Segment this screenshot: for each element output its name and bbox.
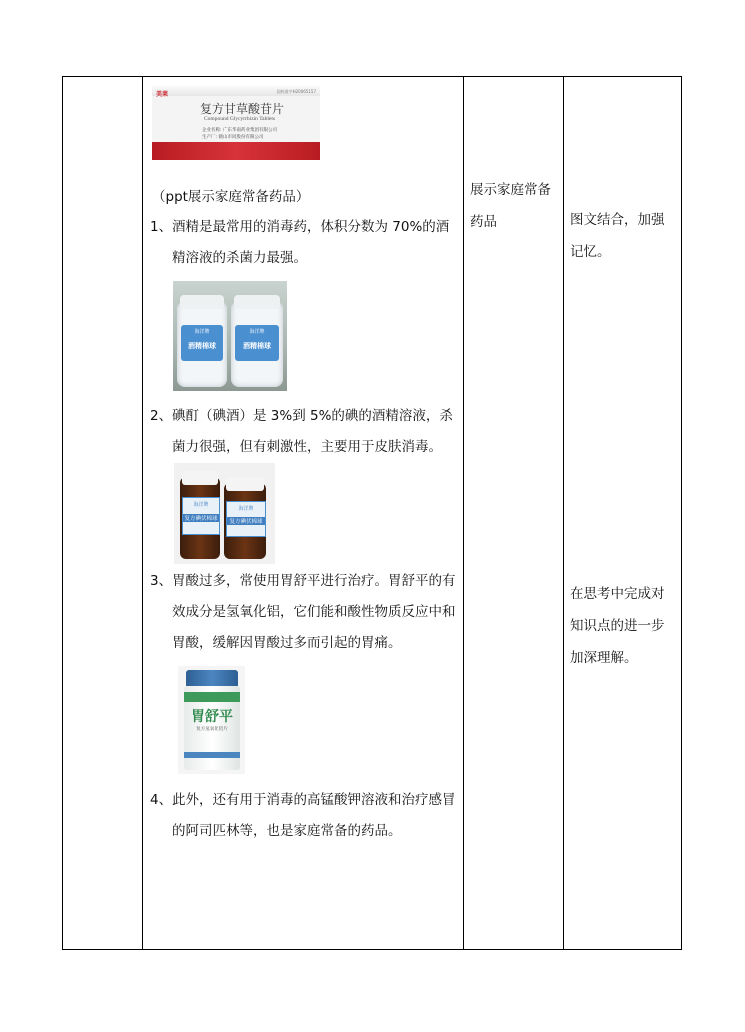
bottle-label-right xyxy=(226,501,266,537)
bottle-label-text-left: 复方碘伏棉球 xyxy=(184,516,218,522)
box-red-band xyxy=(152,142,320,160)
jar-cap-right xyxy=(234,295,280,309)
bottle-cap-right xyxy=(226,477,264,491)
list-item-4 xyxy=(150,785,460,847)
wsp-green-band xyxy=(184,692,240,702)
item-text: 此外，还有用于消毒的高锰酸钾溶液和治疗感冒的阿司匹林等，也是家庭常备的药品。 xyxy=(172,792,456,839)
list-item-3 xyxy=(150,566,460,659)
intro-text: （ppt展示家庭常备药品） xyxy=(152,189,310,205)
bottle-label-text-right: 复方碘伏棉球 xyxy=(227,517,265,525)
bottle-cap-left xyxy=(182,471,218,485)
bottle-right xyxy=(224,483,266,559)
jar-label-left xyxy=(181,325,223,361)
list-item-2 xyxy=(150,401,460,463)
alcohol-cotton-jars-image xyxy=(173,281,287,391)
jar-label-text-right: 酒精棉球 xyxy=(243,342,271,350)
jar-cap-text-left: 海洋牌 xyxy=(194,329,210,335)
item-number: 2、 xyxy=(150,408,173,424)
item-text: 碘酊（碘酒）是 3%到 5%的碘的酒精溶液，杀菌力很强，但有刺激性，主要用于皮肤消毒。 xyxy=(172,408,453,455)
box-maker-2: 生产厂: 鹤山市同股份有限公司 xyxy=(202,135,264,140)
medicine-box-image xyxy=(152,86,320,160)
box-brand: 美莱 xyxy=(156,91,169,98)
bottle-cap-text-left: 海洋牌 xyxy=(193,502,209,508)
item-text: 酒精是最常用的消毒药，体积分数为 70%的酒精溶液的杀菌力最强。 xyxy=(172,219,450,266)
list-item-1 xyxy=(150,212,460,274)
box-top-note: 国药准字H20065157 xyxy=(276,89,316,94)
jar-cap-text-right: 海洋牌 xyxy=(249,329,265,335)
activity-text: 展示家庭常备药品 xyxy=(470,182,551,230)
wsp-body xyxy=(184,686,240,770)
jar-label-text-left: 酒精棉球 xyxy=(188,342,216,350)
purpose-text-1: 图文结合，加强记忆。 xyxy=(570,212,665,260)
jar-left xyxy=(177,301,227,387)
jar-cap-left xyxy=(180,295,224,309)
wsp-bottom-band xyxy=(184,752,240,758)
purpose-text-2: 在思考中完成对知识点的进一步加深理解。 xyxy=(570,586,665,666)
jar-label-right xyxy=(235,325,279,361)
column-divider-2 xyxy=(463,77,464,949)
box-maker-1: 企业名称: 广东华南药业集团有限公司 xyxy=(202,128,277,133)
item-number: 3、 xyxy=(150,573,173,589)
bottle-label-left xyxy=(182,497,220,535)
item-number: 4、 xyxy=(150,792,173,808)
bottle-cap-text-right: 海洋牌 xyxy=(238,506,254,512)
wsp-name: 胃舒平 xyxy=(191,709,233,725)
box-subtitle: Compound Glycyrrhizin Tablets xyxy=(204,116,276,122)
column-divider-3 xyxy=(563,77,564,949)
bottle-left xyxy=(180,477,220,559)
weishuping-bottle-image xyxy=(178,666,245,774)
box-title: 复方甘草酸苷片 xyxy=(200,102,285,116)
item-number: 1、 xyxy=(150,219,173,235)
column-divider-1 xyxy=(142,77,143,949)
item-text: 胃酸过多，常使用胃舒平进行治疗。胃舒平的有效成分是氢氧化铝，它们能和酸性物质反应中和胃酸，缓解因胃酸过多而引起的胃痛。 xyxy=(172,573,456,651)
iodine-cotton-jars-image xyxy=(174,463,275,564)
jar-right xyxy=(231,301,283,387)
wsp-sub: 复方氢氧化铝片 xyxy=(196,727,228,732)
